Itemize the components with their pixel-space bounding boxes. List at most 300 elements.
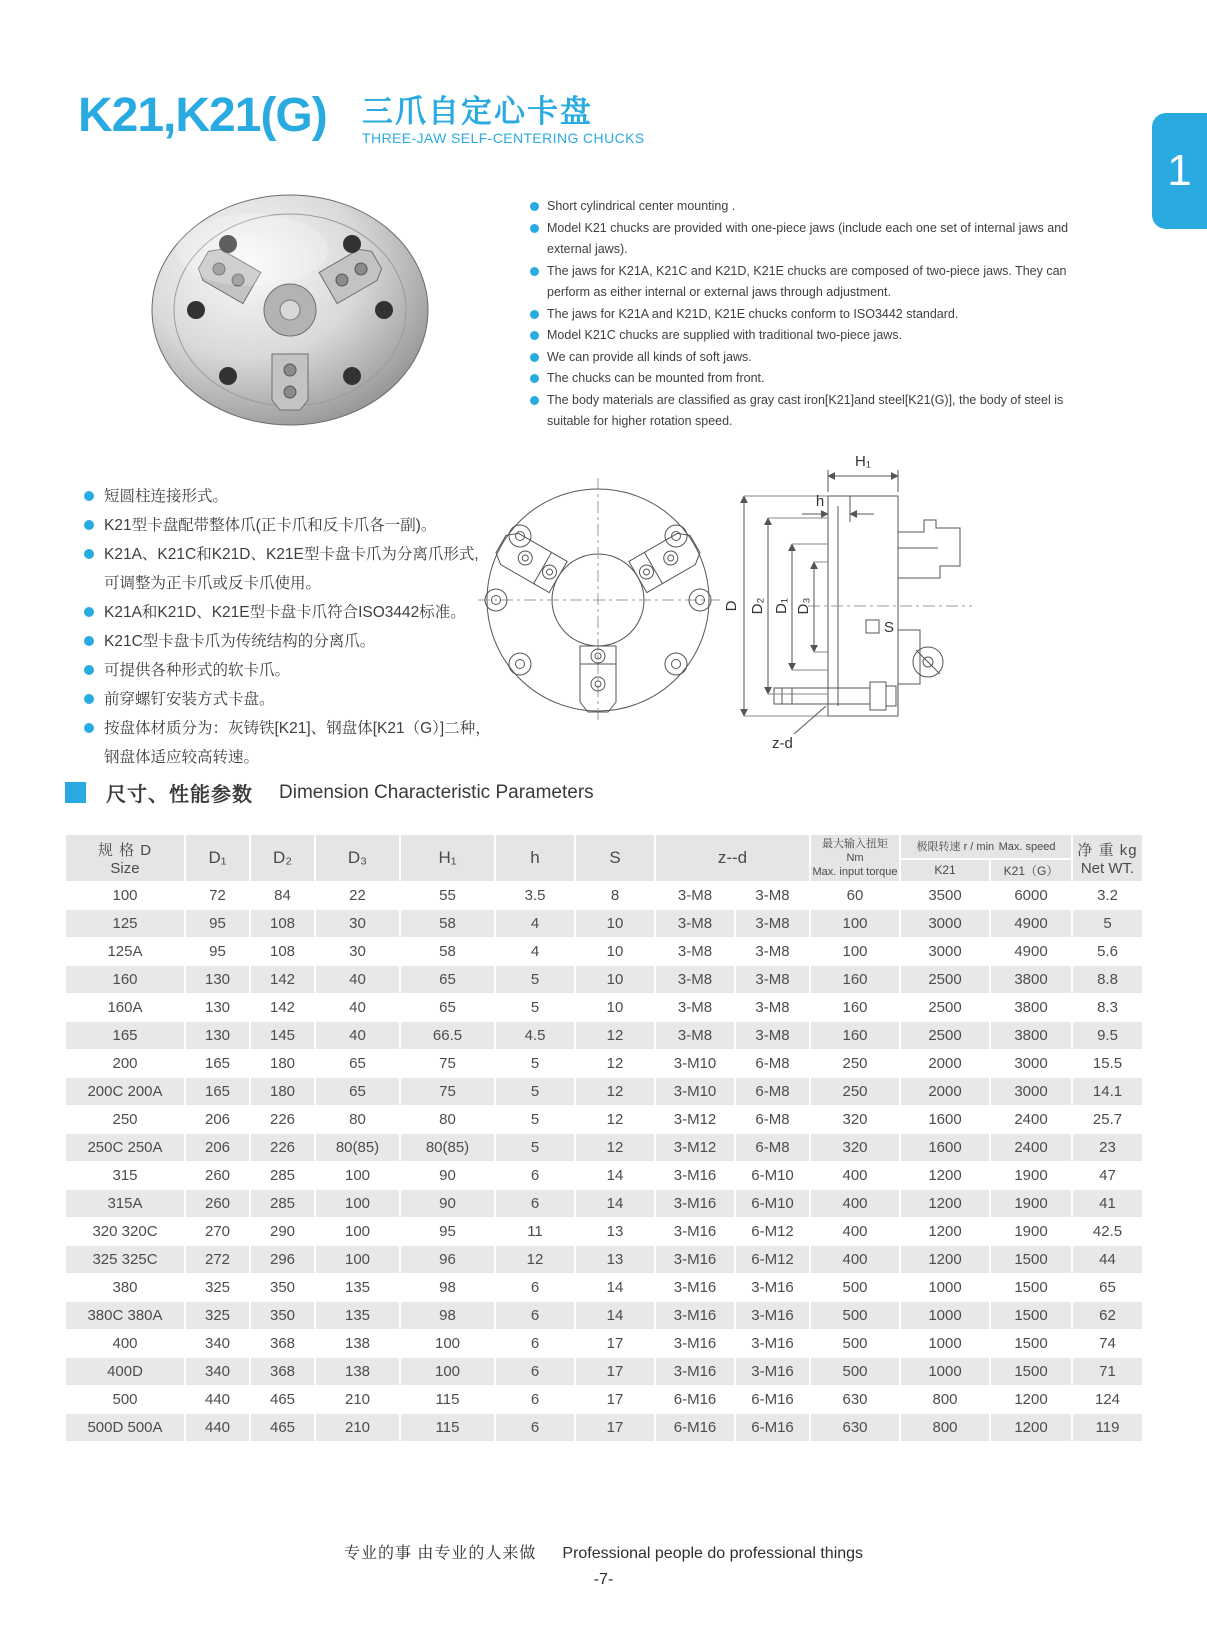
dim-label-s: S	[884, 619, 895, 636]
cell-value: 6-M12	[735, 1218, 810, 1246]
cell-value: 15.5	[1072, 1050, 1143, 1078]
cell-value: 6-M8	[735, 1050, 810, 1078]
cell-value: 108	[250, 938, 315, 966]
col-header-d1: D₁	[185, 834, 250, 882]
cell-value: 340	[185, 1358, 250, 1386]
cell-value: 80	[315, 1106, 400, 1134]
cell-value: 14	[575, 1302, 655, 1330]
cell-value: 100	[315, 1190, 400, 1218]
feature-cn-item	[84, 598, 494, 627]
feature-cn-item	[84, 627, 494, 656]
feature-en-text: The jaws for K21A, K21C and K21D, K21E chucks are composed of two-piece jaws. They can perform as either internal or external jaws through adjustment.	[547, 263, 1067, 299]
cell-value: 1500	[990, 1358, 1072, 1386]
cell-value: 135	[315, 1302, 400, 1330]
cell-size: 160A	[65, 994, 185, 1022]
col-header-speed-k21: K21	[900, 859, 990, 883]
cell-value: 4	[495, 938, 575, 966]
footer-slogan-english: Professional people do professional things	[562, 1545, 864, 1562]
cell-value: 1900	[990, 1190, 1072, 1218]
cell-value: 10	[575, 938, 655, 966]
cell-value: 350	[250, 1274, 315, 1302]
cell-value: 14	[575, 1190, 655, 1218]
cell-value: 1000	[900, 1302, 990, 1330]
table-row	[65, 1162, 1143, 1190]
cell-value: 1200	[900, 1218, 990, 1246]
col-header-h1: H₁	[400, 834, 495, 882]
cell-value: 12	[575, 1022, 655, 1050]
feature-cn-text: K21A和K21D、K21E型卡盘卡爪符合ISO3442标准。	[104, 604, 466, 621]
cell-size: 250C 250A	[65, 1134, 185, 1162]
cell-value: 2000	[900, 1050, 990, 1078]
cell-value: 165	[185, 1078, 250, 1106]
section-header	[65, 778, 594, 807]
bullet-icon	[84, 549, 94, 559]
bullet-icon	[530, 310, 539, 319]
cell-value: 1200	[990, 1414, 1072, 1442]
table-row	[65, 1218, 1143, 1246]
cell-value: 13	[575, 1246, 655, 1274]
cell-value: 6	[495, 1386, 575, 1414]
cell-value: 4	[495, 910, 575, 938]
bullet-icon	[84, 520, 94, 530]
cell-value: 17	[575, 1386, 655, 1414]
feature-cn-item	[84, 656, 494, 685]
cell-value: 400	[810, 1218, 900, 1246]
cell-value: 100	[810, 910, 900, 938]
cell-value: 3-M8	[655, 938, 735, 966]
cell-value: 84	[250, 882, 315, 910]
bullet-icon	[84, 491, 94, 501]
cell-value: 115	[400, 1414, 495, 1442]
cell-value: 98	[400, 1274, 495, 1302]
cell-value: 5	[495, 1050, 575, 1078]
cell-value: 800	[900, 1414, 990, 1442]
cell-value: 8.8	[1072, 966, 1143, 994]
table-row	[65, 1358, 1143, 1386]
cell-value: 3-M8	[655, 882, 735, 910]
cell-value: 98	[400, 1302, 495, 1330]
cell-size: 250	[65, 1106, 185, 1134]
feature-en-text: Model K21C chucks are supplied with traditional two-piece jaws.	[547, 328, 903, 342]
cell-value: 250	[810, 1078, 900, 1106]
cell-size: 100	[65, 882, 185, 910]
table-row	[65, 1050, 1143, 1078]
cell-value: 325	[185, 1274, 250, 1302]
cell-value: 6	[495, 1302, 575, 1330]
cell-value: 23	[1072, 1134, 1143, 1162]
cell-value: 8	[575, 882, 655, 910]
cell-value: 440	[185, 1414, 250, 1442]
cell-value: 1600	[900, 1106, 990, 1134]
cell-value: 2000	[900, 1078, 990, 1106]
cell-value: 226	[250, 1106, 315, 1134]
table-row	[65, 1386, 1143, 1414]
cell-value: 40	[315, 994, 400, 1022]
cell-value: 100	[810, 938, 900, 966]
cell-value: 6-M10	[735, 1190, 810, 1218]
col-header-d3: D₃	[315, 834, 400, 882]
col-header-s: S	[575, 834, 655, 882]
cell-value: 3.5	[495, 882, 575, 910]
cell-value: 3000	[990, 1078, 1072, 1106]
feature-en-text: The jaws for K21A and K21D, K21E chucks conform to ISO3442 standard.	[547, 306, 959, 321]
cell-size: 315A	[65, 1190, 185, 1218]
feature-en-text: Model K21 chucks are provided with one-piece jaws (include each one set of internal jaws and external jaws).	[547, 220, 1069, 256]
col-header-h: h	[495, 834, 575, 882]
feature-en-item	[530, 218, 1096, 261]
cell-value: 3000	[900, 910, 990, 938]
cell-value: 5	[1072, 910, 1143, 938]
col-header-d2: D₂	[250, 834, 315, 882]
cell-value: 3-M8	[655, 966, 735, 994]
feature-en-item	[530, 390, 1096, 433]
cell-size: 200C 200A	[65, 1078, 185, 1106]
cell-value: 62	[1072, 1302, 1143, 1330]
cell-value: 65	[1072, 1274, 1143, 1302]
cell-value: 5	[495, 1134, 575, 1162]
table-row	[65, 1302, 1143, 1330]
cell-value: 13	[575, 1218, 655, 1246]
cell-value: 206	[185, 1106, 250, 1134]
cell-value: 55	[400, 882, 495, 910]
cell-value: 3-M16	[655, 1274, 735, 1302]
cell-value: 2500	[900, 1022, 990, 1050]
col-header-zd: z--d	[655, 834, 810, 882]
feature-en-text: We can provide all kinds of soft jaws.	[547, 349, 752, 364]
cell-value: 100	[315, 1246, 400, 1274]
feature-cn-text: 前穿螺钉安装方式卡盘。	[104, 691, 275, 708]
cell-value: 14	[575, 1162, 655, 1190]
cell-value: 135	[315, 1274, 400, 1302]
cell-value: 500	[810, 1274, 900, 1302]
cell-value: 3-M8	[735, 882, 810, 910]
cell-size: 160	[65, 966, 185, 994]
cell-value: 3-M12	[655, 1134, 735, 1162]
cell-value: 2500	[900, 994, 990, 1022]
cell-value: 12	[575, 1134, 655, 1162]
feature-en-text: Short cylindrical center mounting .	[547, 199, 736, 213]
page-title-chinese: 三爪自定心卡盘	[362, 94, 593, 129]
cell-value: 3-M10	[655, 1078, 735, 1106]
cell-size: 500	[65, 1386, 185, 1414]
cell-value: 1500	[990, 1246, 1072, 1274]
cell-value: 6-M10	[735, 1162, 810, 1190]
feature-cn-item	[84, 540, 494, 598]
feature-en-text: The body materials are classified as gray cast iron[K21]and steel[K21(G)], the body of steel is suitable for higher rotation speed.	[547, 392, 1064, 428]
cell-value: 4900	[990, 910, 1072, 938]
cell-value: 130	[185, 966, 250, 994]
cell-value: 400	[810, 1190, 900, 1218]
cell-value: 3-M16	[735, 1330, 810, 1358]
cell-value: 3-M8	[655, 910, 735, 938]
cell-value: 3-M16	[655, 1246, 735, 1274]
table-row	[65, 1106, 1143, 1134]
cell-value: 95	[400, 1218, 495, 1246]
cell-value: 3-M16	[655, 1218, 735, 1246]
cell-value: 25.7	[1072, 1106, 1143, 1134]
dim-label-d2: D₂	[749, 597, 766, 615]
cell-value: 124	[1072, 1386, 1143, 1414]
feature-cn-item	[84, 482, 494, 511]
bullet-icon	[84, 694, 94, 704]
cell-value: 290	[250, 1218, 315, 1246]
cell-value: 3800	[990, 966, 1072, 994]
cell-value: 10	[575, 994, 655, 1022]
cell-value: 4900	[990, 938, 1072, 966]
cell-value: 160	[810, 966, 900, 994]
cell-size: 400D	[65, 1358, 185, 1386]
page-number: -7-	[593, 1571, 614, 1588]
table-row	[65, 882, 1143, 910]
cell-value: 60	[810, 882, 900, 910]
cell-value: 400	[810, 1246, 900, 1274]
cell-value: 3-M16	[655, 1302, 735, 1330]
table-row	[65, 1022, 1143, 1050]
cell-value: 142	[250, 994, 315, 1022]
cell-size: 380	[65, 1274, 185, 1302]
cell-size: 125A	[65, 938, 185, 966]
cell-value: 160	[810, 994, 900, 1022]
cell-value: 65	[400, 966, 495, 994]
cell-value: 320	[810, 1134, 900, 1162]
bullet-icon	[530, 267, 539, 276]
parameters-table-wrap	[65, 834, 1143, 1442]
table-row	[65, 938, 1143, 966]
cell-value: 440	[185, 1386, 250, 1414]
cell-value: 350	[250, 1302, 315, 1330]
cell-value: 3500	[900, 882, 990, 910]
cell-value: 130	[185, 994, 250, 1022]
table-row	[65, 1330, 1143, 1358]
table-row	[65, 1078, 1143, 1106]
cell-value: 12	[495, 1246, 575, 1274]
features-cn-list	[84, 482, 494, 772]
cell-value: 2500	[900, 966, 990, 994]
cell-value: 1200	[990, 1386, 1072, 1414]
cell-value: 400	[810, 1162, 900, 1190]
footer-slogan-chinese: 专业的事 由专业的人来做	[343, 1545, 537, 1562]
cell-value: 4.5	[495, 1022, 575, 1050]
bullet-icon	[530, 396, 539, 405]
cell-value: 320	[810, 1106, 900, 1134]
cell-value: 260	[185, 1190, 250, 1218]
feature-cn-item	[84, 511, 494, 540]
cell-value: 14	[575, 1274, 655, 1302]
cell-value: 138	[315, 1358, 400, 1386]
cell-value: 165	[185, 1050, 250, 1078]
dim-label-d: D	[723, 600, 740, 612]
feature-cn-text: 可提供各种形式的软卡爪。	[104, 662, 291, 679]
cell-value: 368	[250, 1330, 315, 1358]
cell-size: 165	[65, 1022, 185, 1050]
cell-value: 6	[495, 1358, 575, 1386]
dim-label-zd: z-d	[772, 735, 793, 752]
cell-value: 90	[400, 1162, 495, 1190]
cell-value: 12	[575, 1078, 655, 1106]
cell-value: 130	[185, 1022, 250, 1050]
col-header-speed-k21g: K21（G）	[990, 859, 1072, 883]
cell-value: 72	[185, 882, 250, 910]
cell-value: 5	[495, 1078, 575, 1106]
bullet-icon	[84, 607, 94, 617]
cell-value: 6-M8	[735, 1134, 810, 1162]
cell-value: 6-M8	[735, 1106, 810, 1134]
cell-value: 108	[250, 910, 315, 938]
cell-value: 40	[315, 966, 400, 994]
feature-cn-item	[84, 685, 494, 714]
bullet-icon	[530, 374, 539, 383]
cell-value: 6-M12	[735, 1246, 810, 1274]
cell-value: 3-M16	[735, 1358, 810, 1386]
cell-value: 630	[810, 1386, 900, 1414]
cell-value: 2400	[990, 1106, 1072, 1134]
cell-value: 100	[400, 1330, 495, 1358]
section-title-english: Dimension Characteristic Parameters	[279, 781, 594, 803]
cell-value: 58	[400, 938, 495, 966]
parameters-table	[65, 834, 1143, 1442]
table-row	[65, 966, 1143, 994]
cell-size: 380C 380A	[65, 1302, 185, 1330]
cell-value: 3-M8	[655, 994, 735, 1022]
col-header-torque: 最大输入扭矩 Nm Max. input torque	[810, 834, 900, 882]
cell-value: 42.5	[1072, 1218, 1143, 1246]
feature-en-item	[530, 347, 1096, 369]
section-marker-icon	[65, 782, 86, 803]
cell-value: 3000	[900, 938, 990, 966]
bullet-icon	[530, 202, 539, 211]
cell-value: 9.5	[1072, 1022, 1143, 1050]
cell-value: 3-M12	[655, 1106, 735, 1134]
page-subtitle-english: THREE-JAW SELF-CENTERING CHUCKS	[362, 130, 645, 146]
bullet-icon	[530, 331, 539, 340]
cell-value: 75	[400, 1050, 495, 1078]
cell-value: 41	[1072, 1190, 1143, 1218]
chapter-tab	[1152, 113, 1207, 229]
cell-value: 65	[400, 994, 495, 1022]
bullet-icon	[530, 353, 539, 362]
cell-value: 10	[575, 966, 655, 994]
table-row	[65, 994, 1143, 1022]
cell-value: 285	[250, 1190, 315, 1218]
feature-cn-text: K21A、K21C和K21D、K21E型卡盘卡爪为分离爪形式,可调整为正卡爪或反卡爪使用。	[104, 546, 479, 592]
feature-en-item	[530, 261, 1096, 304]
cell-value: 3-M16	[655, 1162, 735, 1190]
cell-value: 65	[315, 1050, 400, 1078]
cell-value: 74	[1072, 1330, 1143, 1358]
cell-value: 3-M16	[655, 1330, 735, 1358]
cell-value: 95	[185, 910, 250, 938]
cell-value: 96	[400, 1246, 495, 1274]
cell-value: 6-M16	[655, 1386, 735, 1414]
cell-value: 500	[810, 1330, 900, 1358]
dim-label-h1: H₁	[855, 453, 871, 470]
cell-value: 3-M16	[735, 1302, 810, 1330]
cell-value: 1900	[990, 1162, 1072, 1190]
cell-value: 5.6	[1072, 938, 1143, 966]
cell-value: 3-M16	[655, 1190, 735, 1218]
cell-value: 30	[315, 910, 400, 938]
cell-value: 10	[575, 910, 655, 938]
cell-value: 340	[185, 1330, 250, 1358]
cell-value: 1900	[990, 1218, 1072, 1246]
cell-value: 5	[495, 1106, 575, 1134]
bullet-icon	[84, 665, 94, 675]
cell-value: 3-M8	[655, 1022, 735, 1050]
cell-value: 3-M8	[735, 910, 810, 938]
cell-value: 226	[250, 1134, 315, 1162]
cell-value: 6000	[990, 882, 1072, 910]
table-row	[65, 1246, 1143, 1274]
cell-value: 465	[250, 1414, 315, 1442]
feature-cn-text: 短圆柱连接形式。	[104, 488, 229, 505]
cell-value: 80	[400, 1106, 495, 1134]
cell-value: 1200	[900, 1246, 990, 1274]
cell-value: 296	[250, 1246, 315, 1274]
chuck-photo	[148, 188, 432, 430]
cell-value: 3-M16	[735, 1274, 810, 1302]
table-body	[65, 882, 1143, 1442]
cell-size: 200	[65, 1050, 185, 1078]
cell-value: 100	[315, 1162, 400, 1190]
cell-value: 80(85)	[315, 1134, 400, 1162]
footer-slogan	[0, 1540, 1207, 1563]
cell-value: 180	[250, 1050, 315, 1078]
feature-en-item	[530, 368, 1096, 390]
cell-value: 71	[1072, 1358, 1143, 1386]
cell-value: 6-M16	[655, 1414, 735, 1442]
cell-value: 1600	[900, 1134, 990, 1162]
feature-en-item	[530, 196, 1096, 218]
cell-value: 1500	[990, 1274, 1072, 1302]
cell-value: 465	[250, 1386, 315, 1414]
table-row	[65, 1414, 1143, 1442]
cell-value: 66.5	[400, 1022, 495, 1050]
col-header-speed: 极限转速 r / min Max. speed	[900, 834, 1072, 859]
cell-value: 3-M16	[655, 1358, 735, 1386]
cell-value: 22	[315, 882, 400, 910]
cell-value: 1200	[900, 1190, 990, 1218]
cell-value: 6-M16	[735, 1414, 810, 1442]
cell-value: 100	[400, 1358, 495, 1386]
technical-drawing	[476, 448, 978, 756]
cell-value: 1500	[990, 1330, 1072, 1358]
bullet-icon	[84, 636, 94, 646]
table-row	[65, 1274, 1143, 1302]
cell-value: 325	[185, 1302, 250, 1330]
cell-value: 17	[575, 1358, 655, 1386]
cell-value: 272	[185, 1246, 250, 1274]
cell-size: 125	[65, 910, 185, 938]
cell-value: 3-M8	[735, 1022, 810, 1050]
cell-value: 500	[810, 1302, 900, 1330]
cell-value: 270	[185, 1218, 250, 1246]
col-header-size: 规 格 D Size	[65, 834, 185, 882]
cell-value: 100	[315, 1218, 400, 1246]
cell-value: 5	[495, 994, 575, 1022]
cell-size: 315	[65, 1162, 185, 1190]
cell-value: 368	[250, 1358, 315, 1386]
cell-value: 2400	[990, 1134, 1072, 1162]
feature-cn-text: K21型卡盘配带整体爪(正卡爪和反卡爪各一副)。	[104, 517, 437, 534]
features-en-list	[530, 196, 1096, 433]
cell-value: 3-M10	[655, 1050, 735, 1078]
feature-cn-item	[84, 714, 494, 772]
dim-label-d1: D₁	[773, 598, 790, 614]
cell-value: 95	[185, 938, 250, 966]
cell-value: 44	[1072, 1246, 1143, 1274]
cell-value: 3800	[990, 1022, 1072, 1050]
cell-value: 1500	[990, 1302, 1072, 1330]
